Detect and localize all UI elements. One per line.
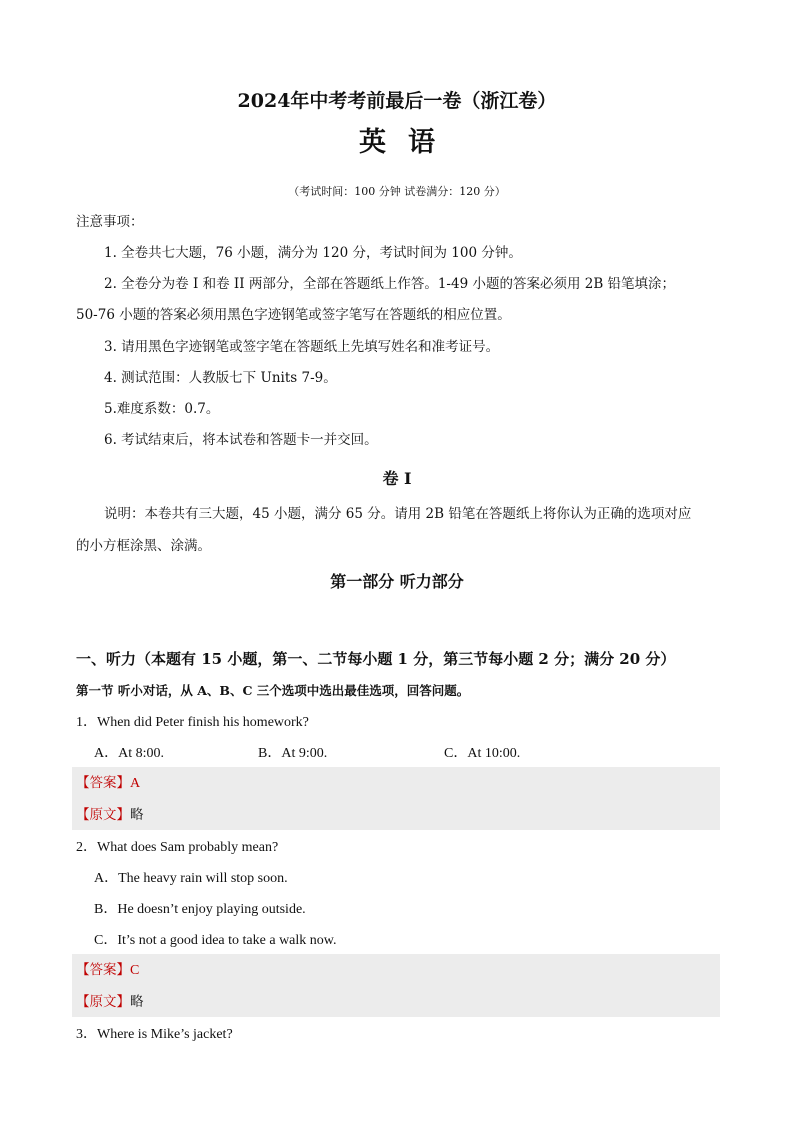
question-stem: 1．When did Peter finish his homework? [76, 715, 309, 730]
option-b: B．He doesn’t enjoy playing outside. [94, 902, 306, 917]
answer-box [72, 954, 720, 1017]
note-item: 3. 请用黑色字迹钢笔或签字笔在答题纸上先填写姓名和准考证号。 [104, 339, 500, 355]
source-line [76, 992, 144, 1012]
source-line [76, 805, 144, 825]
exam-title: 2024年中考考前最后一卷（浙江卷） [237, 90, 557, 112]
option-a: A．At 8:00. [94, 746, 164, 761]
note-item: 5.难度系数：0.7。 [104, 401, 220, 417]
answer-label: 【答案】 [76, 962, 130, 978]
note-item: 6. 考试结束后，将本试卷和答题卡一并交回。 [104, 432, 378, 448]
source-value: 略 [130, 807, 144, 823]
note-item: 1. 全卷共七大题，76 小题，满分为 120 分，考试时间为 100 分钟。 [104, 245, 522, 261]
answer-value: A [130, 776, 141, 791]
answer-box [72, 767, 720, 830]
option-a: A．The heavy rain will stop soon. [94, 871, 288, 886]
note-item: 2. 全卷分为卷 I 和卷 II 两部分，全部在答题纸上作答。1-49 小题的答案必须用 2B 铅笔填涂； [104, 276, 676, 292]
answer-line [76, 773, 140, 794]
answer-label: 【答案】 [76, 775, 130, 791]
option-b: B．At 9:00. [258, 746, 328, 761]
volume-title: 卷 I [382, 469, 412, 488]
answer-line [76, 960, 139, 981]
listening-section-title: 一、听力（本题有 15 小题，第一、二节每小题 1 分，第三节每小题 2 分；满分 20 分） [76, 650, 676, 668]
subject-title: 英语 [359, 127, 457, 158]
source-label: 【原文】 [76, 807, 130, 823]
question-stem: 2．What does Sam probably mean? [76, 840, 279, 855]
source-label: 【原文】 [76, 994, 130, 1010]
subsection-title: 第一节 听小对话，从 A、B、C 三个选项中选出最佳选项，回答问题。 [76, 683, 470, 698]
volume-desc-line2: 的小方框涂黑、涂满。 [76, 538, 211, 554]
volume-desc-line1: 说明：本卷共有三大题，45 小题，满分 65 分。请用 2B 铅笔在答题纸上将你认为正确的选项对应 [104, 506, 692, 522]
part-title: 第一部分 听力部分 [330, 572, 464, 591]
question-stem: 3．Where is Mike’s jacket? [76, 1027, 233, 1042]
source-value: 略 [130, 994, 144, 1010]
notes-heading: 注意事项： [76, 214, 144, 230]
option-c: C．It’s not a good idea to take a walk now. [94, 933, 337, 948]
option-c: C．At 10:00. [444, 746, 521, 761]
note-item: 50-76 小题的答案必须用黑色字迹钢笔或签字笔写在答题纸的相应位置。 [76, 307, 511, 323]
answer-value: C [130, 963, 140, 978]
exam-info: （考试时间：100 分钟 试卷满分：120 分） [288, 185, 506, 198]
note-item: 4. 测试范围：人教版七下 Units 7-9。 [104, 370, 337, 386]
